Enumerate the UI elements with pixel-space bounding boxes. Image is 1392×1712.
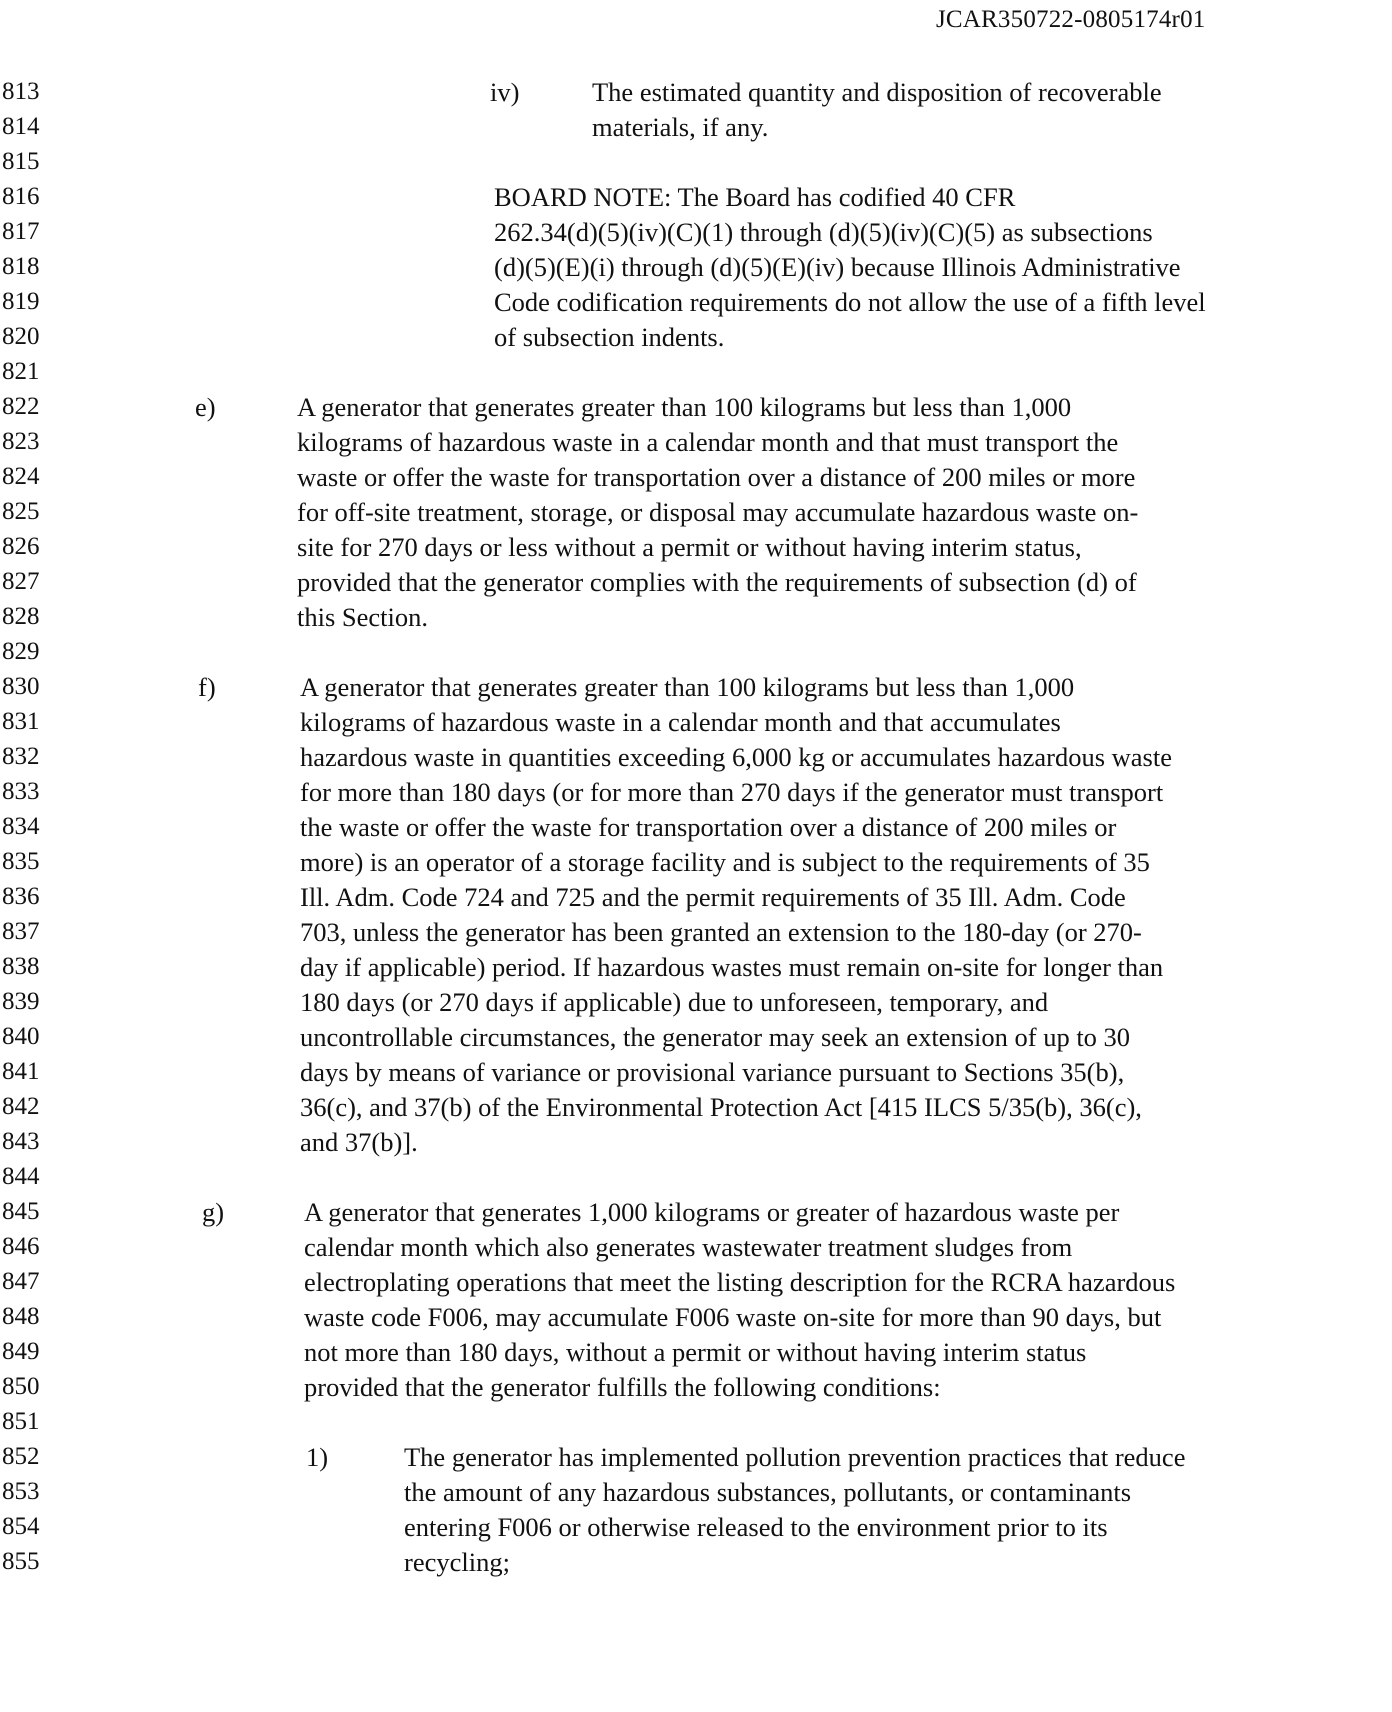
line-number: 831 — [2, 708, 40, 735]
text-line: waste code F006, may accumulate F006 waste on-site for more than 90 days, but — [304, 1302, 1162, 1332]
text-line: 262.34(d)(5)(iv)(C)(1) through (d)(5)(iv)(C)(5) as subsections — [494, 217, 1153, 247]
text-line: A generator that generates greater than 100 kilograms but less than 1,000 — [300, 672, 1075, 702]
text-line: provided that the generator complies with the requirements of subsection (d) of — [297, 567, 1137, 597]
text-line: (d)(5)(E)(i) through (d)(5)(E)(iv) because Illinois Administrative — [494, 252, 1181, 282]
line-number: 834 — [2, 813, 40, 840]
line-number: 840 — [2, 1023, 40, 1050]
line-number: 818 — [2, 253, 40, 280]
line-number: 816 — [2, 183, 40, 210]
text-line: 36(c), and 37(b) of the Environmental Protection Act [415 ILCS 5/35(b), 36(c), — [300, 1092, 1142, 1122]
text-line: A generator that generates greater than 100 kilograms but less than 1,000 — [297, 392, 1072, 422]
line-number: 815 — [2, 148, 40, 175]
line-number: 822 — [2, 393, 40, 420]
text-line: kilograms of hazardous waste in a calendar month and that must transport the — [297, 427, 1119, 457]
text-line: waste or offer the waste for transportation over a distance of 200 miles or more — [297, 462, 1136, 492]
line-number: 825 — [2, 498, 40, 525]
document-id: JCAR350722-0805174r01 — [936, 6, 1206, 33]
line-number: 848 — [2, 1303, 40, 1330]
text-line: for off-site treatment, storage, or disposal may accumulate hazardous waste on- — [297, 497, 1139, 527]
line-number: 851 — [2, 1408, 40, 1435]
line-number: 843 — [2, 1128, 40, 1155]
item-label: iv) — [490, 77, 520, 107]
line-number: 828 — [2, 603, 40, 630]
line-number: 854 — [2, 1513, 40, 1540]
line-number: 833 — [2, 778, 40, 805]
text-line: for more than 180 days (or for more than 270 days if the generator must transport — [300, 777, 1164, 807]
subsection-label: g) — [202, 1197, 225, 1227]
text-line: of subsection indents. — [494, 322, 725, 352]
text-line: uncontrollable circumstances, the generator may seek an extension of up to 30 — [300, 1022, 1131, 1052]
line-number: 830 — [2, 673, 40, 700]
text-line: kilograms of hazardous waste in a calendar month and that accumulates — [300, 707, 1061, 737]
text-line: recycling; — [404, 1547, 510, 1577]
text-line: A generator that generates 1,000 kilograms or greater of hazardous waste per — [304, 1197, 1120, 1227]
line-number: 847 — [2, 1268, 40, 1295]
text-line: hazardous waste in quantities exceeding 6,000 kg or accumulates hazardous waste — [300, 742, 1172, 772]
line-number: 836 — [2, 883, 40, 910]
line-number: 821 — [2, 358, 40, 385]
line-number: 813 — [2, 78, 40, 105]
text-line: electroplating operations that meet the listing description for the RCRA hazardous — [304, 1267, 1176, 1297]
line-number: 841 — [2, 1058, 40, 1085]
item-label: 1) — [306, 1442, 329, 1472]
text-line: The generator has implemented pollution prevention practices that reduce — [404, 1442, 1186, 1472]
line-number: 823 — [2, 428, 40, 455]
text-line: site for 270 days or less without a permit or without having interim status, — [297, 532, 1082, 562]
line-number: 845 — [2, 1198, 40, 1225]
line-number: 837 — [2, 918, 40, 945]
text-line: provided that the generator fulfills the following conditions: — [304, 1372, 941, 1402]
text-line: the waste or offer the waste for transportation over a distance of 200 miles or — [300, 812, 1117, 842]
text-line: days by means of variance or provisional variance pursuant to Sections 35(b), — [300, 1057, 1125, 1087]
line-number: 826 — [2, 533, 40, 560]
line-number: 817 — [2, 218, 40, 245]
text-line: and 37(b)]. — [300, 1127, 418, 1157]
line-number: 835 — [2, 848, 40, 875]
text-line: Ill. Adm. Code 724 and 725 and the permit requirements of 35 Ill. Adm. Code — [300, 882, 1126, 912]
text-line: the amount of any hazardous substances, pollutants, or contaminants — [404, 1477, 1132, 1507]
line-number: 827 — [2, 568, 40, 595]
text-line: not more than 180 days, without a permit or without having interim status — [304, 1337, 1087, 1367]
line-number: 842 — [2, 1093, 40, 1120]
line-number: 853 — [2, 1478, 40, 1505]
line-number: 819 — [2, 288, 40, 315]
text-line: this Section. — [297, 602, 429, 632]
text-line: calendar month which also generates wastewater treatment sludges from — [304, 1232, 1073, 1262]
line-number: 820 — [2, 323, 40, 350]
text-line: BOARD NOTE: The Board has codified 40 CFR — [494, 182, 1016, 212]
text-line: 703, unless the generator has been granted an extension to the 180-day (or 270- — [300, 917, 1142, 947]
line-number: 846 — [2, 1233, 40, 1260]
text-line: 180 days (or 270 days if applicable) due to unforeseen, temporary, and — [300, 987, 1049, 1017]
line-number: 849 — [2, 1338, 40, 1365]
line-number: 839 — [2, 988, 40, 1015]
line-number: 829 — [2, 638, 40, 665]
line-number: 832 — [2, 743, 40, 770]
line-number: 850 — [2, 1373, 40, 1400]
line-number: 838 — [2, 953, 40, 980]
line-number: 814 — [2, 113, 40, 140]
line-number: 844 — [2, 1163, 40, 1190]
text-line: more) is an operator of a storage facility and is subject to the requirements of 35 — [300, 847, 1150, 877]
line-number: 855 — [2, 1548, 40, 1575]
text-line: The estimated quantity and disposition of recoverable — [592, 77, 1162, 107]
text-line: Code codification requirements do not allow the use of a fifth level — [494, 287, 1206, 317]
line-number: 852 — [2, 1443, 40, 1470]
text-line: day if applicable) period. If hazardous wastes must remain on-site for longer than — [300, 952, 1164, 982]
subsection-label: e) — [195, 392, 216, 422]
line-number: 824 — [2, 463, 40, 490]
text-line: materials, if any. — [592, 112, 769, 142]
text-line: entering F006 or otherwise released to the environment prior to its — [404, 1512, 1108, 1542]
subsection-label: f) — [198, 672, 216, 702]
